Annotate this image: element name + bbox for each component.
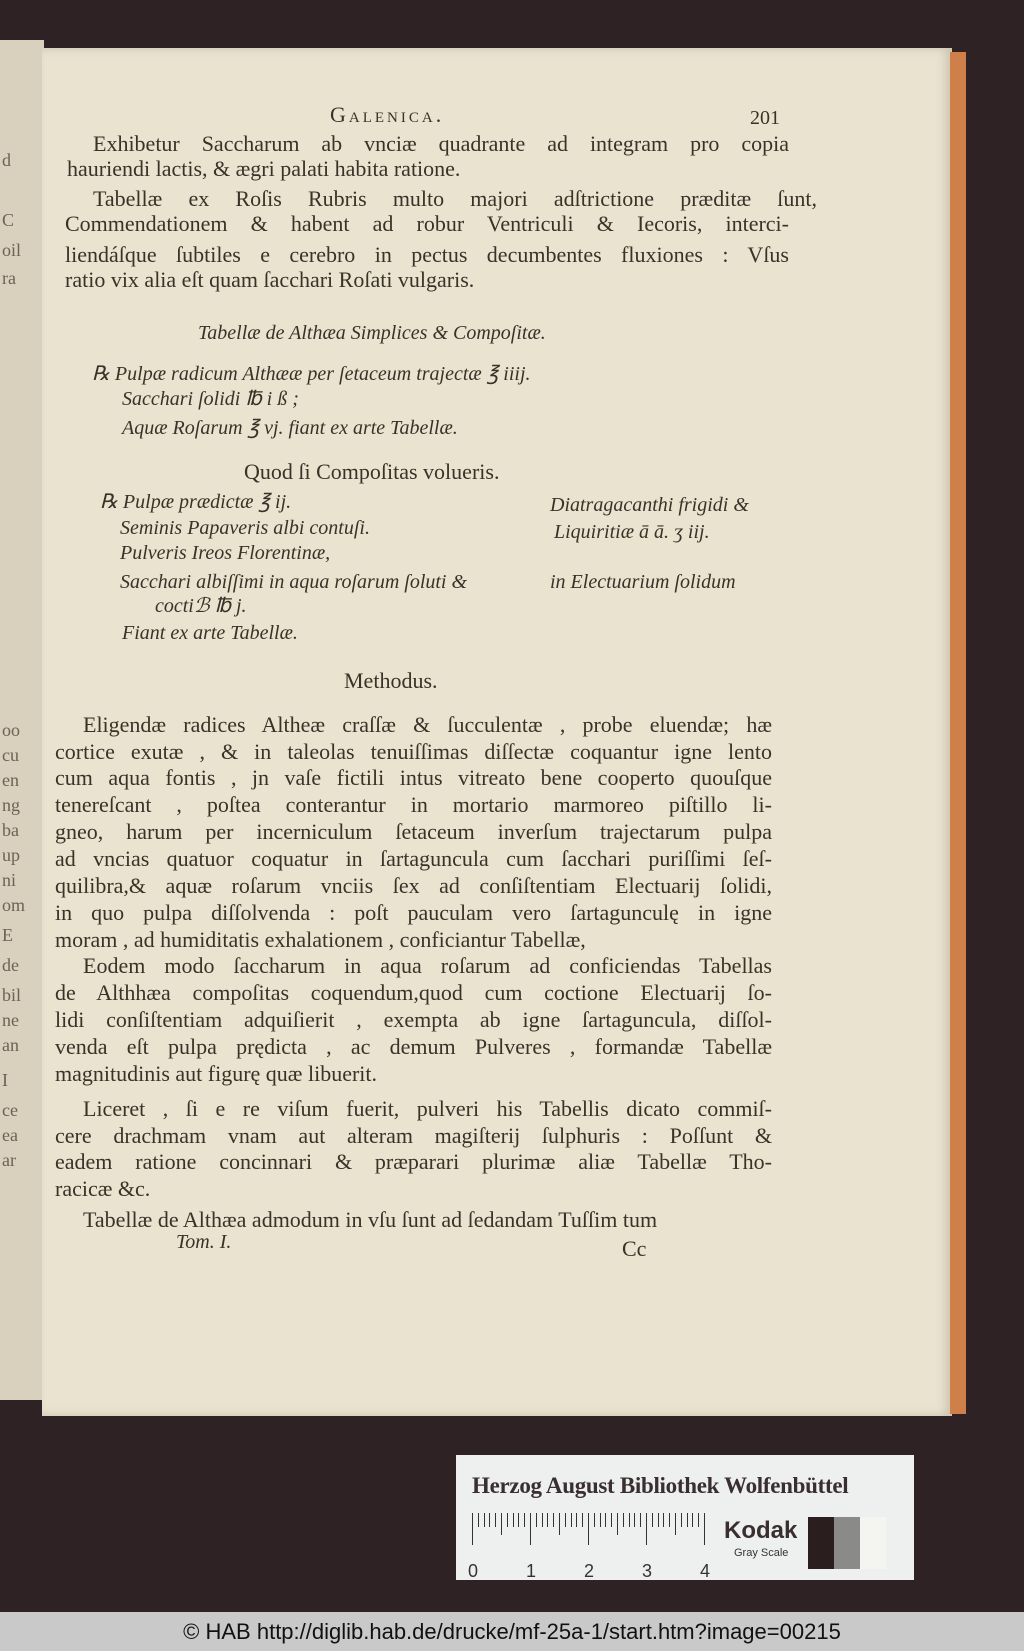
facing-page-fragment: ni (2, 870, 17, 890)
recipe-line: Seminis Papaveris albi contuſi. (120, 517, 370, 539)
swatch-white (860, 1517, 886, 1569)
method-line: tenereſcant , poſtea conterantur in mortario marmoreo piſtillo li- (55, 792, 772, 817)
paragraph-line: Tabellæ ex Roſis Rubris multo majori adſtrictione præditæ ſunt, (93, 186, 817, 211)
facing-page-fragment: up (2, 845, 20, 865)
ruler-tick (536, 1513, 537, 1527)
facing-page-edge (0, 40, 44, 1400)
ruler-number: 3 (642, 1561, 653, 1581)
ruler-tick (489, 1513, 490, 1527)
method-line: Eligendæ radices Altheæ craſſæ & ſucculentæ , probe eluendæ; hæ (83, 712, 772, 737)
ruler-tick (495, 1513, 496, 1527)
page-number: 201 (750, 107, 780, 129)
ruler-tick (669, 1513, 670, 1527)
facing-page-fragment: ne (2, 1010, 19, 1030)
ruler-tick (484, 1513, 485, 1527)
color-reference-card (456, 1455, 914, 1580)
ruler-tick (576, 1513, 577, 1527)
method-line: quilibra,& aquæ roſarum vnciis ſex ad conſiſtentiam Electuarij ſolidi, (55, 873, 772, 898)
paragraph-line: Exhibetur Saccharum ab vnciæ quadrante ad integram pro copia (93, 131, 789, 156)
method-line: in quo pulpa diſſolvenda : poſt pauculam vero ſartagunculę in igne (55, 900, 772, 925)
ruler-tick (692, 1513, 693, 1527)
ruler-tick (611, 1513, 612, 1527)
method-line: cortice exutæ , & in taleolas tenuiſſimas diſſectæ coquantur igne lento (55, 739, 772, 764)
method-line: gneo, harum per incerniculum ſetaceum inverſum trajectarum pulpa (55, 819, 772, 844)
ruler-tick (681, 1513, 682, 1527)
ruler-tick (542, 1513, 543, 1527)
ruler-tick (513, 1513, 514, 1527)
method-line: moram , ad humiditatis exhalationem , conficiantur Tabellæ, (55, 927, 586, 952)
ruler-tick (547, 1513, 548, 1527)
recipe-line: Pulveris Ireos Florentinæ, (120, 542, 331, 564)
recipe-line: Liquiritiæ ā ā. ʒ iij. (554, 521, 710, 543)
facing-page-fragment: ce (2, 1100, 18, 1120)
facing-page-fragment: I (2, 1070, 8, 1090)
ruler-tick (472, 1513, 473, 1545)
swatch-black (808, 1517, 834, 1569)
method-line: racicæ &c. (55, 1176, 151, 1201)
paragraph-line: Commendationem & habent ad robur Ventriculi & Iecoris, interci- (65, 211, 789, 236)
facing-page-fragment: an (2, 1035, 19, 1055)
ruler-tick (675, 1513, 676, 1535)
facing-page-fragment: oo (2, 720, 20, 740)
recipe-line: Sacchari ſolidi ℔ i ß ; (122, 388, 299, 410)
method-line: ad vncias quatuor coquatur in ſartaguncula cum ſacchari puriſſimi ſeſ- (55, 846, 772, 871)
copyright-text: © HAB http://diglib.hab.de/drucke/mf-25a-1/start.htm?image=00215 (183, 1619, 841, 1644)
ruler-tick (605, 1513, 606, 1527)
ruler-tick (507, 1513, 508, 1527)
ruler-tick (600, 1513, 601, 1527)
ruler-tick (588, 1513, 589, 1545)
ruler-number: 0 (468, 1561, 479, 1581)
section-heading: Quod ſi Compoſitas volueris. (244, 459, 500, 484)
method-line: Liceret , ſi e re viſum fuerit, pulveri his Tabellis dicato commiſ- (83, 1096, 772, 1121)
ruler-tick (663, 1513, 664, 1527)
ruler-tick (617, 1513, 618, 1535)
ruler-tick (478, 1513, 479, 1527)
gathering-signature: Cc (622, 1236, 647, 1261)
facing-page-fragment: ar (2, 1150, 16, 1170)
facing-page-fragment: om (2, 895, 26, 915)
recipe-line: ℞ Pulpæ prædictæ ℥ ij. (100, 491, 292, 513)
swatch-gray (834, 1517, 860, 1569)
ruler-tick (658, 1513, 659, 1527)
ruler-tick (634, 1513, 635, 1527)
ruler-tick (629, 1513, 630, 1527)
ruler-tick (652, 1513, 653, 1527)
facing-page-fragment: E (2, 925, 13, 945)
method-line: lidi conſiſtentiam adquiſierit , exempta ab igne ſartaguncula, diſſol- (55, 1007, 772, 1032)
recipe-line: Sacchari albiſſimi in aqua roſarum ſoluti & (120, 571, 468, 593)
ruler-tick (646, 1513, 647, 1545)
facing-page-fragment: ng (2, 795, 20, 815)
recipe-line: Fiant ex arte Tabellæ. (122, 622, 298, 644)
ruler-tick (623, 1513, 624, 1527)
facing-page-fragment: ea (2, 1125, 18, 1145)
ruler-tick (530, 1513, 531, 1545)
paragraph-line: hauriendi lactis, & ægri palati habita ratione. (67, 156, 461, 181)
ruler-number: 4 (700, 1561, 711, 1581)
gray-scale-label: Gray Scale (734, 1547, 789, 1559)
method-line: magnitudinis aut figurę quæ libuerit. (55, 1061, 378, 1086)
kodak-logo: Kodak (724, 1517, 798, 1544)
facing-page-fragment: d (2, 150, 11, 170)
ruler-tick (640, 1513, 641, 1527)
ruler-tick (553, 1513, 554, 1527)
method-line: venda eſt pulpa prędicta , ac demum Pulveres , formandæ Tabellæ (55, 1034, 772, 1059)
recipe-line: coctiℬ ℔ j. (155, 595, 247, 617)
ruler-tick (571, 1513, 572, 1527)
ruler-tick (501, 1513, 502, 1535)
method-line: Tabellæ de Althæa admodum in vſu ſunt ad ſedandam Tuſſim tum (83, 1207, 658, 1232)
ruler-number: 1 (526, 1561, 537, 1581)
volume-signature: Tom. I. (176, 1231, 232, 1253)
facing-page-fragment: en (2, 770, 19, 790)
ruler-tick (559, 1513, 560, 1535)
ruler-tick (594, 1513, 595, 1527)
section-heading: Methodus. (344, 668, 438, 693)
ruler (468, 1513, 711, 1581)
ruler-tick (518, 1513, 519, 1527)
ruler-tick (698, 1513, 699, 1527)
recipe-title: Tabellæ de Althæa Simplices & Compoſitæ. (198, 322, 546, 344)
recipe-line: in Electuarium ſolidum (550, 571, 736, 593)
facing-page-fragment: ra (2, 268, 16, 288)
method-line: cere drachmam vnam aut alteram magiſterij ſulphuris : Poſſunt & (55, 1123, 772, 1148)
facing-page-fragment: bil (2, 985, 22, 1005)
ruler-tick (565, 1513, 566, 1527)
paragraph-line: liendáſque ſubtiles e cerebro in pectus decumbentes fluxiones : Vſus (65, 242, 789, 267)
facing-page-fragment: C (2, 210, 15, 230)
ruler-tick (582, 1513, 583, 1527)
method-line: de Althhæa compoſitas coquendum,quod cum coctione Electuarij ſo- (55, 980, 772, 1005)
ruler-tick (687, 1513, 688, 1527)
copyright-bar (0, 1612, 1024, 1651)
method-line: Eodem modo ſaccharum in aqua roſarum ad conficiendas Tabellas (83, 953, 772, 978)
running-title: Galenica. (330, 102, 445, 127)
method-line: cum aqua fontis , jn vaſe fictili intus vitreato bene cooperto quouſque (55, 765, 772, 790)
recipe-line: Aquæ Roſarum ℥ vj. fiant ex arte Tabellæ. (122, 417, 458, 439)
page-edge (950, 52, 966, 1414)
recipe-line: Diatragacanthi frigidi & (550, 494, 749, 516)
facing-page-fragment: ba (2, 820, 19, 840)
method-line: eadem ratione concinnari & præparari plurimæ aliæ Tabellæ Tho- (55, 1149, 772, 1174)
institution-name: Herzog August Bibliothek Wolfenbüttel (472, 1473, 849, 1498)
recipe-line: ℞ Pulpæ radicum Althææ per ſetaceum trajectæ ℥ iiij. (92, 363, 531, 385)
paragraph-line: ratio vix alia eſt quam ſacchari Roſati vulgaris. (65, 267, 475, 292)
facing-page-fragment: cu (2, 745, 19, 765)
ruler-number: 2 (584, 1561, 595, 1581)
ruler-tick (524, 1513, 525, 1527)
facing-page-fragment: de (2, 955, 19, 975)
ruler-tick (704, 1513, 705, 1545)
facing-page-fragment: oil (2, 240, 22, 260)
